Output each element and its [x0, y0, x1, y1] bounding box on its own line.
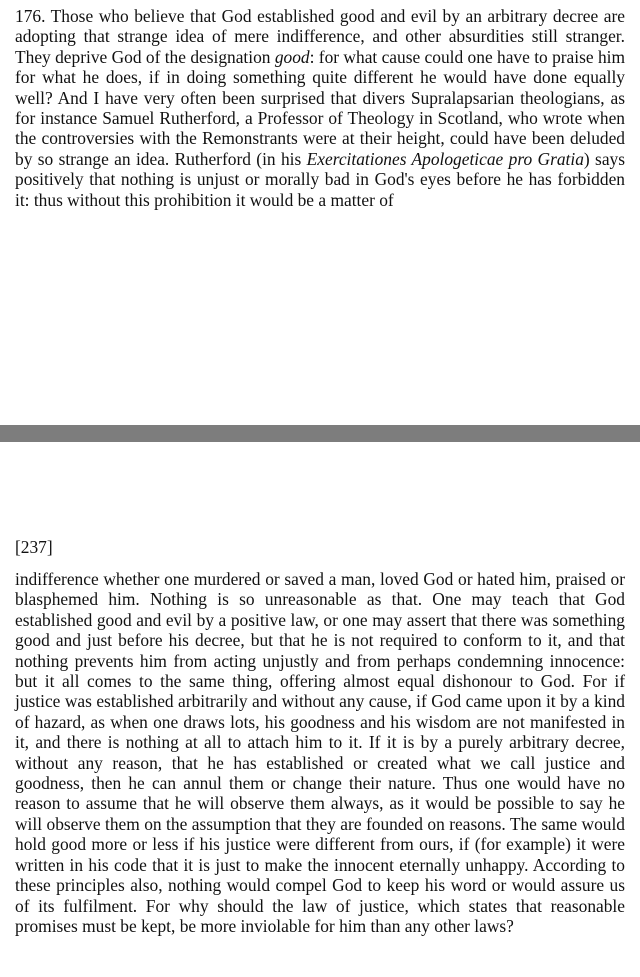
book-title-exercitationes: Exercitationes Apologeticae pro Gratia [306, 148, 584, 169]
paragraph-176 [15, 6, 625, 210]
paragraph-176-text-2: : for what cause could one have to praise him for what he does, if in doing something quite different he would have done equally well? And I have very often been surprised that divers Supralapsarian theologians, as for instance Samuel Rutherford, a Professor of Theology in Scotland, who wrote when the controversies with the Remonstrants were at their height, could have been deluded by so strange an idea. Rutherford (in his [15, 46, 625, 169]
page-top [0, 0, 640, 425]
page-divider [0, 425, 640, 442]
paragraph-176-text-3: ) says positively that nothing is unjust or morally bad in God's eyes before he has forbidden it: thus without this prohibition it would be a matter of [15, 148, 625, 210]
paragraph-continued: indifference whether one murdered or saved a man, loved God or hated him, praised or blasphemed him. Nothing is so unreasonable as that. One may teach that God established good and evil by a positive law, or one may assert that there was something good and just before his decree, but that he is not required to conform to it, and that nothing prevents him from acting unjustly and from perhaps condemning innocence: but it all comes to the same thing, offering almost equal dishonour to God. For if justice was established arbitrarily and without any cause, if God came upon it by a kind of hazard, as when one draws lots, his goodness and his wisdom are not manifested in it, and there is nothing at all to attach him to it. If it is by a purely arbitrary decree, without any reason, that he has established or created what we call justice and goodness, then he can annul them or change their nature. Thus one would have no reason to assume that he will observe them always, as it would be possible to say he will observe them on the assumption that they are founded on reasons. The same would hold good more or less if his justice were different from ours, if (for example) it were written in his code that it is just to make the innocent eternally unhappy. According to these principles also, nothing would compel God to keep his word or would assure us of its fulfilment. For why should the law of justice, which states that reasonable promises must be kept, be more inviolable for him than any other laws? [15, 569, 625, 936]
emphasis-good: good [274, 46, 310, 67]
paragraph-176-text-1: 176. Those who believe that God established good and evil by an arbitrary decree are adopting that strange idea of mere indifference, and other absurdities still stranger. They deprive God of the designation [15, 6, 625, 67]
page-number: [237] [15, 537, 53, 557]
